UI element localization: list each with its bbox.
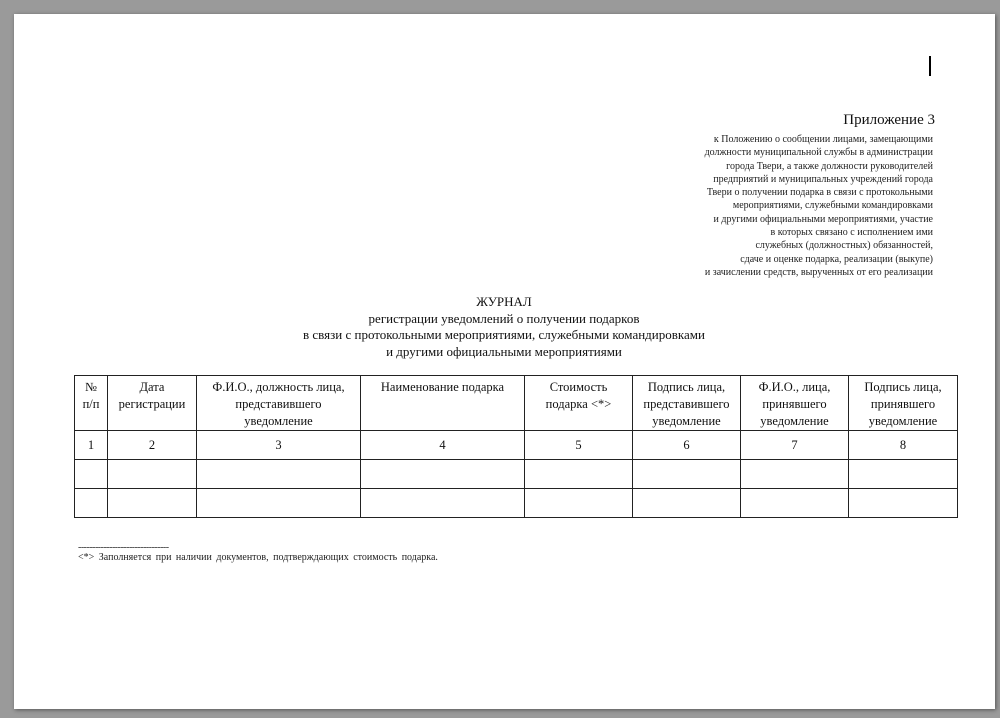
appendix-line: Твери о получении подарка в связи с протокольными [706, 187, 933, 199]
header-line: Стоимость [549, 380, 608, 394]
appendix-subtitle [633, 133, 933, 279]
table-row [75, 489, 958, 518]
table-cell [75, 460, 108, 489]
table-cell [75, 489, 108, 518]
column-header-number [75, 376, 108, 431]
appendix-line: и другими официальными мероприятиями, участие [713, 213, 933, 225]
table-row [75, 460, 958, 489]
table-cell: 6 [633, 431, 741, 460]
column-header-receiver-signature [849, 376, 958, 431]
appendix-line: и зачислении средств, вырученных от его реализации [704, 266, 933, 278]
table-cell [741, 489, 849, 518]
column-header-date [108, 376, 197, 431]
header-line: регистрации [118, 397, 186, 411]
column-header-receiver [741, 376, 849, 431]
table-cell [108, 489, 197, 518]
appendix-line: сдаче и оценке подарка, реализации (выкупе) [740, 253, 933, 265]
header-line: Подпись лица, [647, 380, 726, 394]
appendix-line: в которых связано с исполнением ими [770, 227, 933, 239]
table-cell: 8 [849, 431, 958, 460]
appendix-line: должности муниципальной службы в администрации [704, 147, 933, 159]
header-line: Наименование подарка [380, 380, 505, 394]
document-page [14, 14, 995, 709]
journal-title: ЖУРНАЛ [476, 294, 532, 309]
journal-heading [154, 294, 854, 360]
header-line: представившего [643, 397, 730, 411]
header-line: п/п [82, 397, 100, 411]
appendix-line: к Положению о сообщении лицами, замещающими [713, 134, 933, 145]
table-cell [108, 460, 197, 489]
header-line: принявшего [762, 397, 827, 411]
header-line: представившего [235, 397, 322, 411]
table-cell [633, 460, 741, 489]
column-header-submitter [197, 376, 361, 431]
appendix-line: предприятий и муниципальных учреждений города [713, 173, 933, 185]
table-cell: 7 [741, 431, 849, 460]
table-cell: 1 [75, 431, 108, 460]
table-cell [525, 460, 633, 489]
journal-subtitle-line: регистрации уведомлений о получении подарков [368, 310, 640, 326]
appendix-line: города Твери, а также должности руководителей [726, 160, 933, 172]
table-cell [361, 460, 525, 489]
header-line: уведомление [244, 414, 313, 428]
header-line: уведомление [760, 414, 829, 428]
table-cell: 4 [361, 431, 525, 460]
appendix-line: мероприятиями, служебными командировками [732, 200, 933, 212]
footnote-separator: -------------------------------- [78, 542, 169, 553]
table-cell [361, 489, 525, 518]
column-header-cost [525, 376, 633, 431]
register-table [74, 375, 958, 518]
table-cell [633, 489, 741, 518]
header-line: уведомление [652, 414, 721, 428]
appendix-line: служебных (должностных) обязанностей, [755, 240, 933, 252]
table-cell: 3 [197, 431, 361, 460]
table-cell [849, 489, 958, 518]
footnote-text: <*> Заполняется при наличии документов, подтверждающих стоимость подарка. [78, 552, 438, 563]
journal-subtitle-line: и другими официальными мероприятиями [386, 343, 622, 359]
header-line: Подпись лица, [864, 380, 942, 394]
table-cell [741, 460, 849, 489]
header-line: Ф.И.О., лица, [758, 380, 831, 394]
column-header-gift-name [361, 376, 525, 431]
table-row-column-numbers [75, 431, 958, 460]
table-cell [197, 489, 361, 518]
table-cell [197, 460, 361, 489]
column-header-submitter-signature [633, 376, 741, 431]
text-cursor [929, 56, 931, 76]
header-line: № [85, 380, 97, 394]
header-line: принявшего [870, 397, 936, 411]
header-line: подарка <*> [545, 397, 612, 411]
table-cell [849, 460, 958, 489]
table-cell: 2 [108, 431, 197, 460]
table-header-row [75, 376, 958, 431]
header-line: Ф.И.О., должность лица, [212, 380, 345, 394]
header-line: уведомление [868, 414, 938, 428]
table-cell: 5 [525, 431, 633, 460]
table-cell [525, 489, 633, 518]
header-line: Дата [139, 380, 165, 394]
journal-subtitle-line: в связи с протокольными мероприятиями, служебными командировками [303, 327, 705, 342]
appendix-title: Приложение 3 [843, 112, 935, 128]
